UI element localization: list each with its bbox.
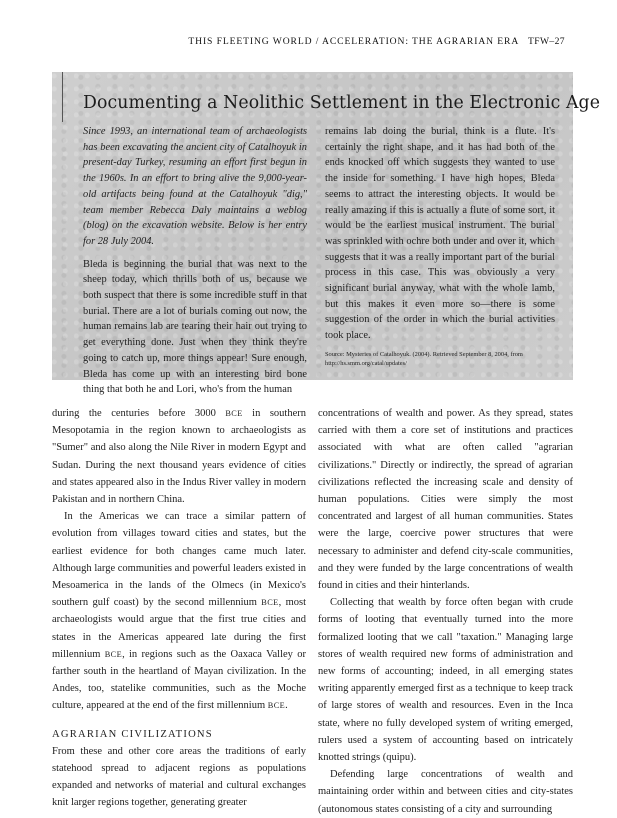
era-abbrev: BCE [261,598,279,608]
decorative-rule [62,72,63,122]
sidebar-box [52,72,601,396]
section-heading: AGRARIAN CIVILIZATIONS [52,728,213,740]
page-number: TFW–27 [527,36,565,47]
main-column-right [318,405,573,818]
era-abbrev: BCE [267,701,286,711]
era-abbrev: BCE [104,649,123,659]
sidebar-body-left: Bleda is beginning the burial that was next to the sheep today, which thrills both of us, because we both suspect that there is some incredible stuff in that burial. There are a lot of burials coming out now, the human remains lab are tearing their hair out trying to get everything done. Just when they think they're going to catch up, more things appear! Sure enough, Bleda has come up with an interesting bird bone thing that both he and Lori, who's from the human [83,258,307,396]
sidebar-source: Source: Mysteries of Catalhoyuk. (2004). Retrieved September 8, 2004, from http://hs.smm.org/catal/updates/ [325,350,523,367]
running-title: THIS FLEETING WORLD / ACCELERATION: THE AGRARIAN ERA [188,36,519,47]
era-abbrev: BCE [225,409,243,418]
text-run: , in regions such as the Oaxaca Valley or farther south in the heartland of Mayan civilization. In the Andes, too, statelike communities, such as the Moche culture, appeared at the end of the first millennium [52,648,306,712]
text-run: during the centuries before 3000 [52,408,226,419]
text-run: , most archaeologists would argue that the first true cities and states in the Americas appeared late during the first millennium [52,597,307,660]
text-run: In the Americas we can trace a similar pattern of evolution from villages toward cities and states, but the earliest evidence for both changes came much later. Although large communities and powerful leaders existed in Mesoamerica in the lands of the Olmecs (in Mexico's southern gulf coast) by the second millennium [52,511,306,609]
paragraph: From these and other core areas the traditions of early statehood spread to adjacent regions as populations expanded and networks of material and cultural exchanges knit larger regions together, generating greater [52,745,306,809]
sidebar-intro: Since 1993, an international team of archaeologists has been excavating the ancient city of Catalhoyuk in present-day Turkey, resuming an effort first begun in the 1960s. In an effort to bring alive the 9,000-year-old artifacts being found at the Catalhoyuk "dig," team member Rebecca Daly maintains a weblog (blog) on the excavation website. Below is her entry for 28 July 2004. [83,126,307,247]
text-run: in southern Mesopotamia in the region known to archaeologists as "Sumer" and also along the Nile River in modern Egypt and Sudan. During the next thousand years evidence of cities and states appeared also in the Indus River valley in modern Pakistan and in northern China. [52,408,306,506]
paragraph: concentrations of wealth and power. As they spread, states carried with them a core set of institutions and practices associated with what are often called "agrarian civilizations." Directly or indirectly, the spread of agrarian civilizations reflected the increasing scale and density of human populations. Cities were simply the most concentrated and largest of all human communities. States were the large, coercive power structures that were necessary to administer and defend city-scale communities, and they were funded by the large concentrations of wealth found in cities and their hinterlands. [318,408,573,592]
sidebar-body-right: remains lab doing the burial, think is a flute. It's certainly the right shape, and it has had both of the ends knocked off which suggests they wanted to use the inside for something. I have high hopes, Bleda seems to attract the interesting objects. It would be really amazing if this is actually a flute of some sort, it would be the earliest musical instrument. The burial was sprinkled with ochre both under and over it, which suggests that it was a really important part of the burial process in this case. This was obviously a very significant burial anyway, what with the whole lamb, but this makes it even more so—there is some suggestion of the order in which the burial activities took place. [325,126,555,342]
paragraph: Collecting that wealth by force often began with crude forms of looting that eventually turned into the more formalized looting that we call "taxation." Managing large stores of wealth required new forms of administration and new forms of accounting; indeed, in all emerging states writing apparently emerged first as a technique to keep track of large stores of wealth and resources. Even in the Inca state, where no fully developed system of writing emerged, rulers used a system of accounting based on intricately knotted strings (quipu). [318,597,573,764]
paragraph: Defending large concentrations of wealth and maintaining order within and between cities and city-states (autonomous states consisting of a city and surrounding [318,769,573,815]
running-header [0,36,565,47]
sidebar-title: Documenting a Neolithic Settlement in the Electronic Age [83,93,601,113]
paragraph [52,508,306,714]
text-run: . [285,700,288,712]
sidebar-column-left [83,124,307,398]
paragraph [52,405,306,508]
main-column-left [52,405,306,812]
sidebar-column-right [325,124,555,368]
